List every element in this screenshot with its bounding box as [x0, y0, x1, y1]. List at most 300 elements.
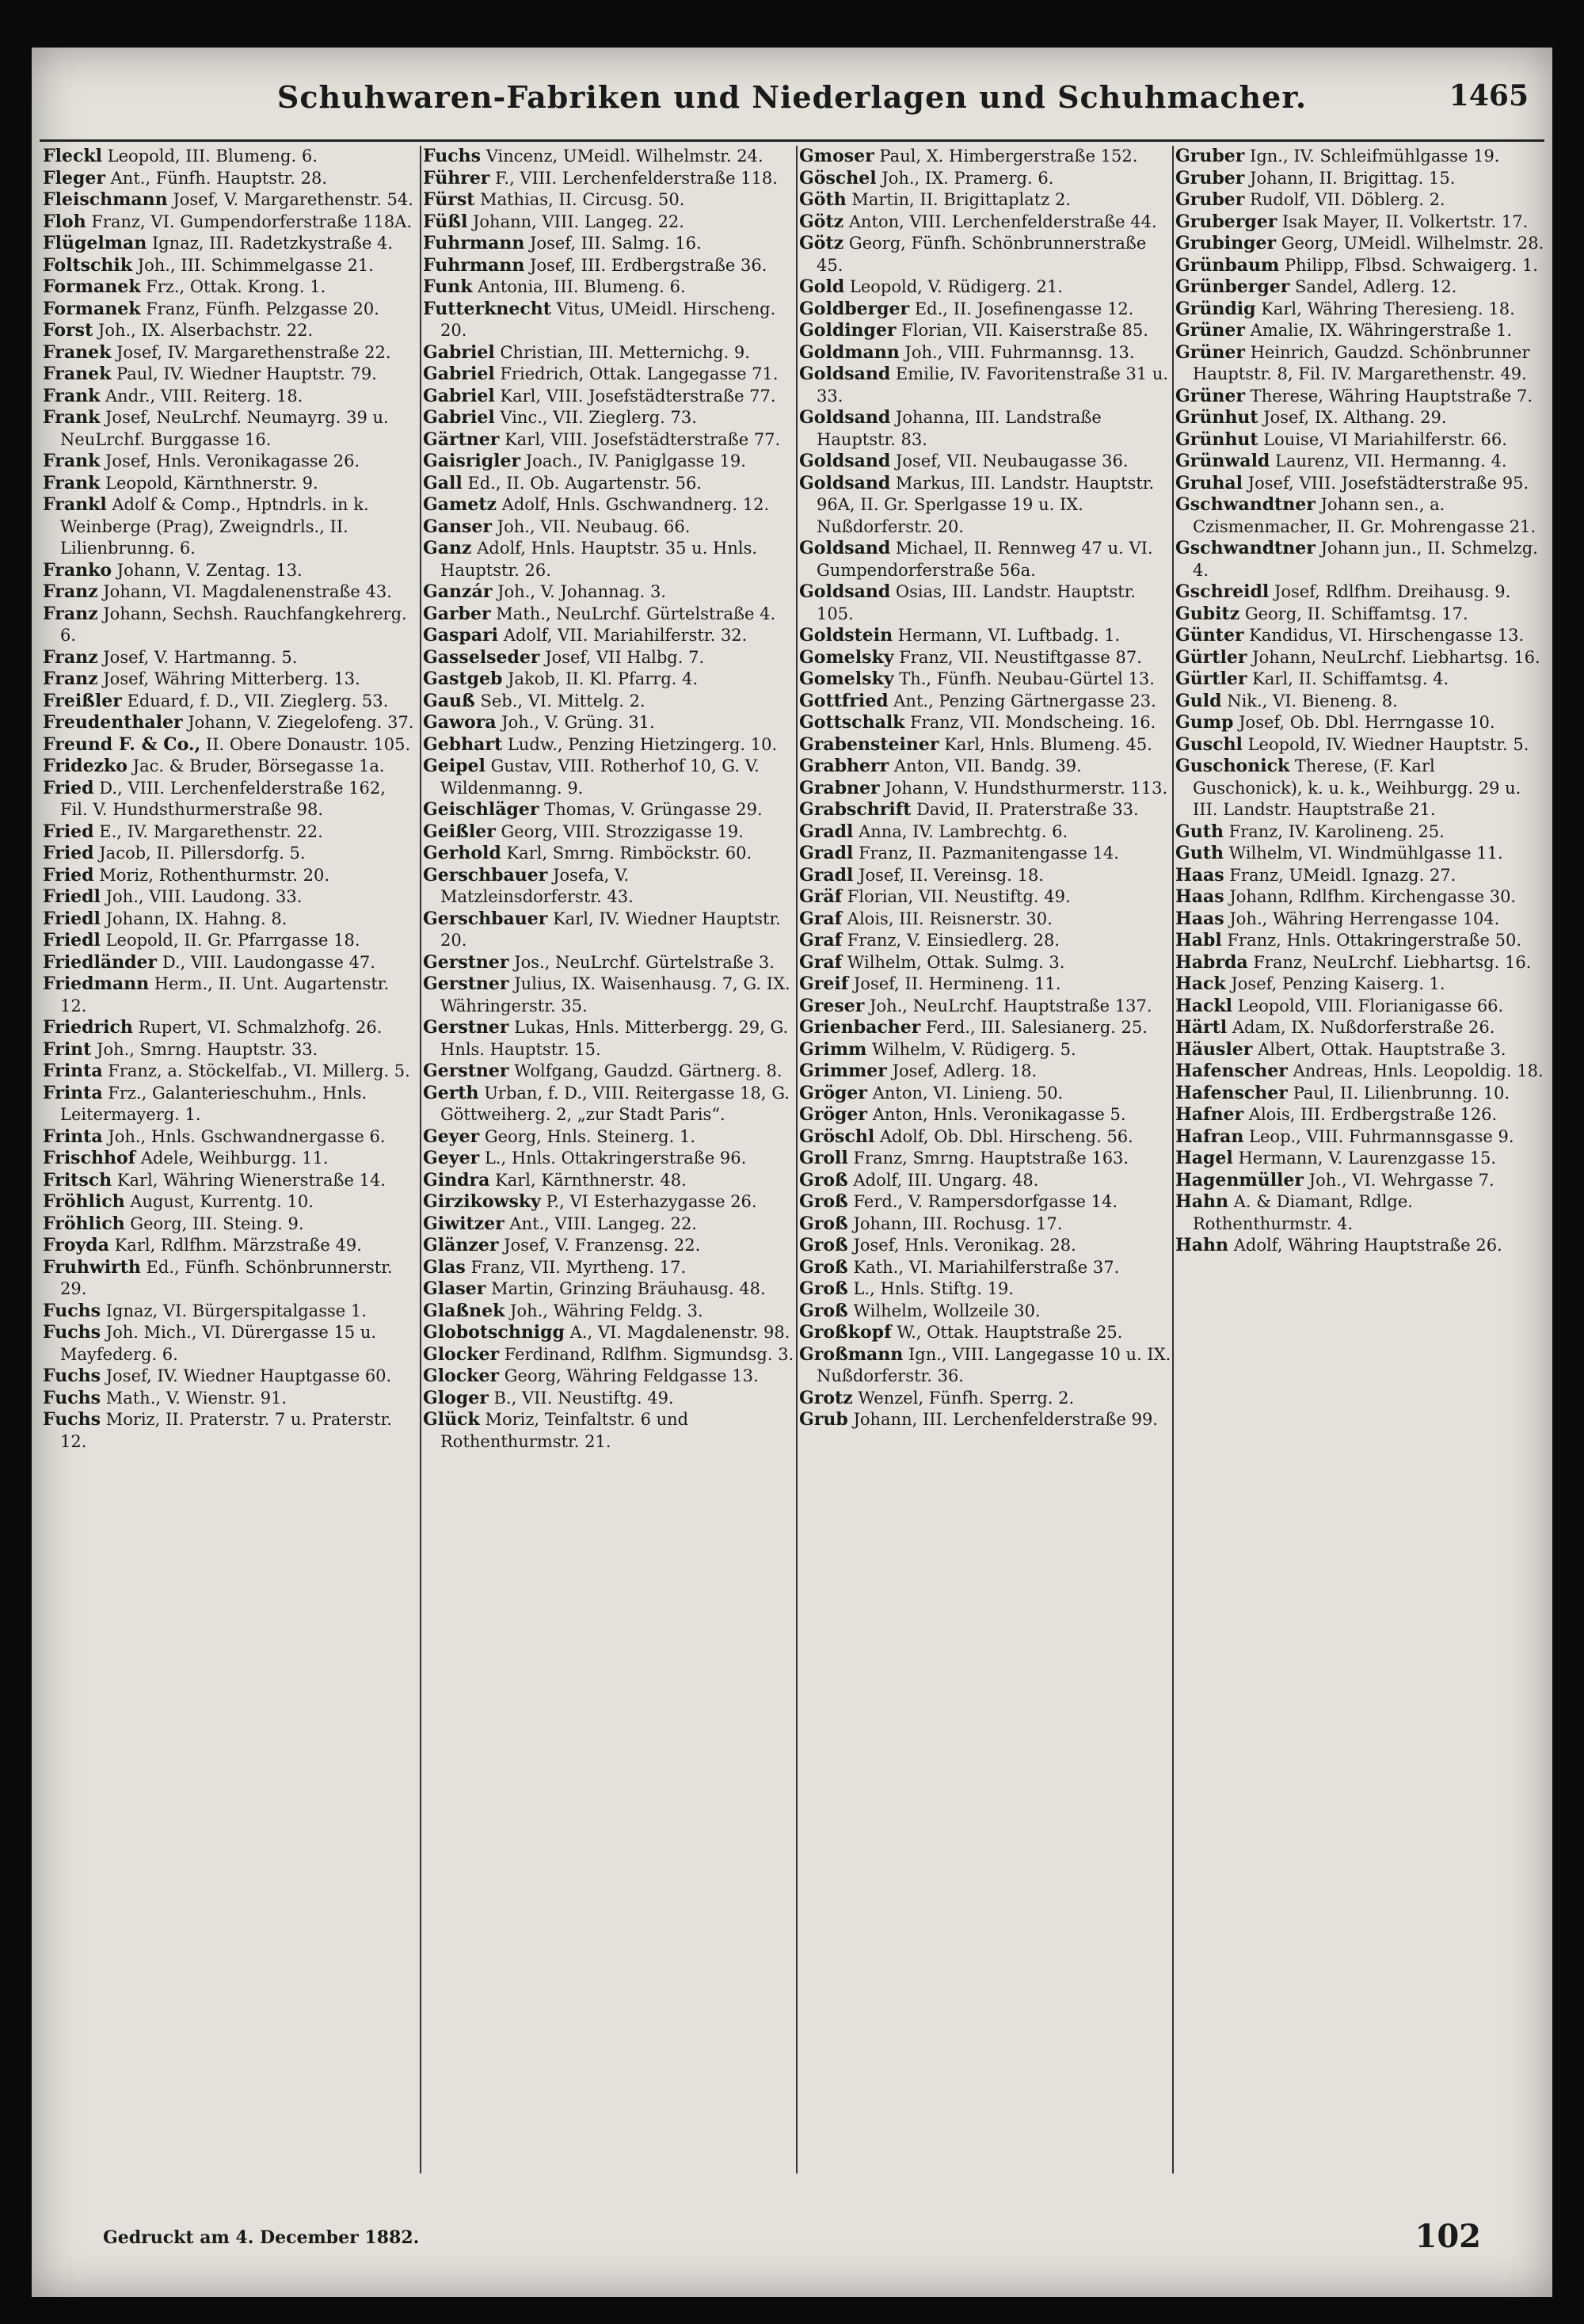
directory-entry: [799, 973, 1171, 996]
directory-entry: [1175, 691, 1548, 713]
entry-details: Adolf & Comp., Hptndrls. in k. Weinberge (Prag), Zweigndrls., II. Lilienbrunng. 6.: [60, 495, 369, 558]
directory-entry: [43, 647, 415, 669]
directory-entry: [1175, 821, 1548, 844]
directory-entry: [43, 1388, 415, 1410]
directory-entry: [423, 691, 795, 713]
entry-details: Florian, VII. Kaiserstraße 85.: [901, 321, 1148, 340]
entry-details: Josef, III. Erdbergstraße 36.: [530, 255, 767, 275]
entry-name: Fleischmann: [43, 189, 168, 210]
entry-details: Franz, II. Pazmanitengasse 14.: [859, 844, 1119, 863]
entry-details: Joh., Währing Feldg. 3.: [510, 1301, 703, 1320]
entry-details: Wilhelm, V. Rüdigerg. 5.: [871, 1039, 1076, 1059]
entry-details: Sandel, Adlerg. 12.: [1295, 277, 1457, 296]
entry-name: Geischläger: [423, 799, 539, 820]
directory-entry: [799, 1191, 1171, 1213]
entry-details: Frz., Ottak. Krong. 1.: [146, 277, 326, 296]
entry-details: Josef, VIII. Josefstädterstraße 95.: [1247, 473, 1529, 493]
entry-name: Grubinger: [1175, 233, 1277, 253]
directory-entry: [799, 342, 1171, 364]
directory-entry: [423, 1257, 795, 1279]
column-3: [799, 146, 1171, 2174]
directory-entry: [1175, 756, 1548, 821]
entry-name: Ganser: [423, 516, 493, 537]
directory-entry: [43, 276, 415, 299]
entry-details: Joh., IX. Pramerg. 6.: [881, 168, 1054, 188]
entry-details: Josef, II. Vereinsg. 18.: [859, 865, 1044, 885]
entry-details: Josef, IV. Margarethenstraße 22.: [116, 342, 391, 362]
entry-name: Ganzár: [423, 581, 493, 602]
entry-name: Gerstner: [423, 1061, 509, 1081]
entry-details: Josef, Währing Mitterberg. 13.: [103, 669, 360, 688]
entry-details: Leopold, V. Rüdigerg. 21.: [849, 277, 1063, 296]
entry-name: Guth: [1175, 843, 1224, 863]
directory-entry: [423, 1278, 795, 1301]
entry-name: Friedmann: [43, 973, 150, 994]
directory-entry: [43, 1039, 415, 1061]
entry-name: Großkopf: [799, 1322, 892, 1343]
entry-name: Glas: [423, 1256, 466, 1278]
directory-entry: [423, 342, 795, 364]
entry-details: Josef, NeuLrchf. Neumayrg. 39 u. NeuLrchf. Burggasse 16.: [60, 408, 389, 449]
column-4: [1175, 146, 1548, 2174]
entry-name: Froyda: [43, 1235, 109, 1255]
entry-name: Gründig: [1175, 298, 1256, 319]
entry-name: Fröhlich: [43, 1213, 125, 1234]
entry-details: Johann, V. Hundsthurmerstr. 113.: [885, 778, 1168, 798]
directory-entry: [799, 1278, 1171, 1301]
entry-name: Groß: [799, 1213, 848, 1234]
entry-details: Josef, V. Hartmanng. 5.: [103, 647, 298, 667]
entry-details: Josef, Hnls. Veronikagasse 26.: [105, 451, 360, 471]
directory-entry: [799, 1126, 1171, 1149]
entry-name: Frank: [43, 451, 101, 471]
entry-name: Greif: [799, 973, 849, 994]
directory-page: [32, 48, 1552, 2297]
entry-details: Moriz, II. Praterstr. 7 u. Praterstr. 12.: [60, 1410, 392, 1451]
entry-details: Georg, Hnls. Steinerg. 1.: [484, 1126, 695, 1146]
directory-entry: [423, 1083, 795, 1126]
entry-details: Andreas, Hnls. Leopoldig. 18.: [1293, 1061, 1544, 1080]
entry-details: Math., V. Wienstr. 91.: [105, 1388, 287, 1408]
directory-entry: [1175, 581, 1548, 604]
entry-name: Gröschl: [799, 1126, 875, 1147]
entry-details: Louise, VI Mariahilferstr. 66.: [1263, 429, 1507, 449]
entry-name: Habrda: [1175, 951, 1248, 973]
directory-entry: [423, 1366, 795, 1388]
entry-name: Hackl: [1175, 995, 1233, 1016]
directory-entry: [43, 342, 415, 364]
entry-details: Paul, II. Lilienbrunng. 10.: [1293, 1083, 1510, 1103]
entry-name: Fuchs: [43, 1300, 101, 1321]
entry-details: Math., NeuLrchf. Gürtelstraße 4.: [496, 604, 776, 623]
entry-details: Joh., V. Johannag. 3.: [497, 582, 667, 601]
entry-details: Jacob, II. Pillersdorfg. 5.: [99, 844, 306, 863]
entry-details: Adolf, Währing Hauptstraße 26.: [1233, 1236, 1502, 1255]
entry-details: Wilhelm, Wollzeile 30.: [853, 1301, 1041, 1320]
entry-name: Groß: [799, 1191, 848, 1212]
directory-entry: [423, 1344, 795, 1366]
entry-details: Karl, IV. Wiedner Hauptstr. 20.: [440, 909, 781, 950]
directory-entry: [799, 625, 1171, 647]
entry-name: Gerth: [423, 1082, 479, 1103]
entry-name: Hagenmüller: [1175, 1169, 1304, 1191]
directory-entry: [423, 799, 795, 821]
entry-details: Franz, IV. Karolineng. 25.: [1228, 821, 1445, 841]
entry-details: Thomas, V. Grüngasse 29.: [544, 800, 763, 819]
entry-details: Georg, UMeidl. Wilhelmstr. 28.: [1281, 234, 1544, 253]
entry-details: D., VIII. Laudongasse 47.: [162, 952, 375, 972]
entry-details: Vitus, UMeidl. Hirscheng. 20.: [440, 299, 776, 340]
entry-details: Josef, Ob. Dbl. Herrngasse 10.: [1239, 713, 1495, 732]
entry-name: Gebhart: [423, 733, 503, 755]
entry-name: Groß: [799, 1169, 848, 1191]
entry-details: Gustav, VIII. Rotherhof 10, G. V. Wildenmanng. 9.: [440, 756, 760, 798]
directory-entry: [423, 821, 795, 844]
entry-details: A. & Diamant, Rdlge. Rothenthurmstr. 4.: [1193, 1192, 1413, 1233]
entry-details: P., VI Esterhazygasse 26.: [546, 1192, 757, 1211]
entry-name: Gametz: [423, 494, 497, 515]
entry-name: Gruberger: [1175, 211, 1277, 232]
entry-name: Grimmer: [799, 1061, 887, 1081]
directory-entry: [799, 1322, 1171, 1344]
entry-name: Fleckl: [43, 146, 102, 166]
directory-entry: [1175, 146, 1548, 168]
sheet-number: 102: [1415, 2218, 1481, 2255]
entry-details: Georg, VIII. Strozzigasse 19.: [501, 821, 744, 841]
entry-details: Franz, VI. Gumpendorferstraße 118A.: [91, 211, 413, 231]
entry-name: Graf: [799, 908, 843, 929]
entry-name: Grünhut: [1175, 429, 1258, 450]
directory-entry: [1175, 712, 1548, 734]
entry-name: Haas: [1175, 886, 1224, 907]
entry-name: Günter: [1175, 625, 1244, 646]
entry-details: Josef, Penzing Kaiserg. 1.: [1231, 974, 1445, 993]
entry-name: Groll: [799, 1148, 848, 1168]
entry-name: Gump: [1175, 712, 1234, 733]
entry-details: Josefa, V. Matzleinsdorferstr. 43.: [440, 865, 634, 906]
entry-name: Goldberger: [799, 298, 910, 319]
directory-entry: [799, 778, 1171, 800]
entry-name: Gubitz: [1175, 603, 1240, 624]
directory-entry: [1175, 211, 1548, 234]
directory-entry: [799, 952, 1171, 974]
directory-entry: [43, 1148, 415, 1170]
entry-details: Josef, V. Franzensg. 22.: [504, 1236, 701, 1255]
entry-details: Paul, X. Himbergerstraße 152.: [879, 147, 1138, 166]
directory-entry: [799, 276, 1171, 299]
entry-name: Groß: [799, 1256, 848, 1278]
directory-entry: [43, 364, 415, 386]
entry-name: Freund F. & Co.,: [43, 733, 201, 755]
entry-details: W., Ottak. Hauptstraße 25.: [897, 1323, 1123, 1342]
entry-details: Franz, VII. Myrtheng. 17.: [470, 1257, 687, 1277]
entry-name: Groß: [799, 1278, 848, 1299]
entry-details: Johann, Rdlfhm. Kirchengasse 30.: [1229, 887, 1517, 906]
entry-name: Grünhut: [1175, 407, 1258, 428]
directory-entry: [43, 821, 415, 844]
entry-details: August, Kurrentg. 10.: [130, 1192, 314, 1211]
entry-name: Habl: [1175, 930, 1222, 951]
entry-name: Gradl: [799, 843, 854, 863]
entry-details: Adolf, Ob. Dbl. Hirscheng. 56.: [879, 1126, 1133, 1146]
directory-entry: [1175, 1170, 1548, 1192]
directory-entry: [43, 712, 415, 734]
entry-name: Gröger: [799, 1082, 868, 1103]
entry-name: Göth: [799, 189, 847, 210]
entry-details: Johann, V. Ziegelofeng. 37.: [188, 713, 414, 732]
directory-entry: [1175, 669, 1548, 691]
entry-details: Josef, III. Salmg. 16.: [530, 234, 702, 253]
directory-entry: [43, 1366, 415, 1388]
entry-details: Ignaz, VI. Bürgerspitalgasse 1.: [105, 1301, 367, 1320]
entry-name: Gürtler: [1175, 646, 1247, 668]
entry-name: Fried: [43, 821, 94, 842]
directory-entry: [1175, 168, 1548, 190]
entry-details: Joh., Währing Herrengasse 104.: [1229, 909, 1500, 928]
entry-details: Joh., Hnls. Gschwandnergasse 6.: [108, 1126, 386, 1146]
directory-entry: [423, 647, 795, 669]
directory-entry: [43, 320, 415, 342]
directory-entry: [799, 1104, 1171, 1126]
entry-name: Fridezko: [43, 756, 128, 776]
entry-details: D., VIII. Lerchenfelderstraße 162, Fil. V. Hundsthurmerstraße 98.: [60, 778, 386, 819]
directory-entry: [423, 1235, 795, 1257]
entry-details: F., VIII. Lerchenfelderstraße 118.: [495, 168, 778, 188]
entry-name: Franko: [43, 559, 112, 581]
directory-entry: [799, 189, 1171, 211]
entry-details: Ign., IV. Schleifmühlgasse 19.: [1250, 147, 1500, 166]
directory-entry: [43, 1170, 415, 1192]
entry-details: Karl, Währing Theresieng. 18.: [1261, 299, 1515, 318]
entry-name: Gschreidl: [1175, 581, 1270, 602]
directory-entry: [1175, 276, 1548, 299]
entry-name: Glaser: [423, 1278, 486, 1299]
entry-name: Gasselseder: [423, 646, 540, 668]
entry-details: Karl, Hnls. Blumeng. 45.: [944, 734, 1152, 754]
entry-name: Fuhrmann: [423, 233, 525, 253]
entry-name: Frinta: [43, 1126, 103, 1147]
entry-name: Garber: [423, 603, 491, 624]
directory-entry: [43, 1191, 415, 1213]
entry-details: Johann, NeuLrchf. Liebhartsg. 16.: [1252, 647, 1540, 667]
directory-entry: [423, 1126, 795, 1149]
entry-name: Fuchs: [43, 1366, 101, 1386]
entry-details: L., Hnls. Ottakringerstraße 96.: [484, 1149, 747, 1168]
entry-details: Josef, V. Margarethenstr. 54.: [173, 190, 413, 209]
directory-entry: [1175, 255, 1548, 277]
entry-details: B., VII. Neustiftg. 49.: [493, 1388, 674, 1408]
directory-entry: [1175, 647, 1548, 669]
entry-name: Greser: [799, 995, 865, 1016]
entry-details: Christian, III. Metternichg. 9.: [500, 342, 750, 362]
entry-details: Jakob, II. Kl. Pfarrg. 4.: [508, 669, 699, 688]
entry-details: Franz, a. Stöckelfab., VI. Millerg. 5.: [108, 1061, 410, 1080]
entry-name: Gürtler: [1175, 669, 1247, 689]
entry-name: Frint: [43, 1038, 92, 1060]
directory-entry: [799, 712, 1171, 734]
entry-name: Gruber: [1175, 189, 1245, 210]
entry-details: Johann, VIII. Langeg. 22.: [473, 211, 684, 231]
directory-entry: [799, 1017, 1171, 1039]
page-title: Schuhwaren-Fabriken und Niederlagen und Schuhmacher.: [276, 79, 1308, 115]
entry-name: Groß: [799, 1235, 848, 1255]
directory-entry: [423, 952, 795, 974]
entry-name: Freudenthaler: [43, 712, 183, 733]
entry-details: E., IV. Margarethenstr. 22.: [99, 821, 323, 841]
entry-details: Wilhelm, Ottak. Sulmg. 3.: [847, 952, 1065, 972]
entry-name: Goldstein: [799, 625, 893, 646]
directory-entry: [799, 1409, 1171, 1431]
directory-entry: [43, 560, 415, 582]
entry-details: Laurenz, VII. Hermanng. 4.: [1275, 451, 1507, 471]
entry-name: Goldinger: [799, 320, 897, 341]
entry-details: Anton, Hnls. Veronikagasse 5.: [872, 1105, 1126, 1124]
entry-details: Johann, II. Brigittag. 15.: [1250, 168, 1456, 188]
directory-entry: [423, 712, 795, 734]
entry-details: Hermann, VI. Luftbadg. 1.: [897, 626, 1121, 645]
entry-details: Johann jun., II. Schmelzg. 4.: [1193, 539, 1538, 580]
entry-name: Grünwald: [1175, 451, 1270, 471]
directory-entry: [43, 1235, 415, 1257]
entry-details: Franz, VII. Neustiftgasse 87.: [899, 647, 1142, 667]
entry-details: Josef, Adlerg. 18.: [892, 1061, 1038, 1080]
entry-name: Grünberger: [1175, 276, 1290, 297]
directory-entry: [43, 691, 415, 713]
directory-entry: [43, 843, 415, 865]
directory-entry: [1175, 604, 1548, 626]
entry-name: Friedrich: [43, 1017, 133, 1038]
entry-details: A., VI. Magdalenenstr. 98.: [569, 1323, 790, 1342]
directory-entry: [423, 276, 795, 299]
entry-name: Grüner: [1175, 320, 1245, 341]
directory-entry: [1175, 843, 1548, 865]
entry-name: Gottschalk: [799, 712, 905, 733]
entry-details: Karl, Smrng. Rimböckstr. 60.: [506, 844, 752, 863]
entry-details: Paul, IV. Wiedner Hauptstr. 79.: [116, 364, 377, 383]
entry-name: Haas: [1175, 864, 1224, 886]
directory-entry: [423, 865, 795, 909]
entry-name: Hack: [1175, 973, 1226, 994]
entry-details: Isak Mayer, II. Volkertstr. 17.: [1282, 211, 1529, 231]
directory-entry: [799, 996, 1171, 1018]
entry-details: L., Hnls. Stiftg. 19.: [853, 1279, 1015, 1298]
entry-name: Formanek: [43, 298, 141, 319]
entry-details: Ignaz, III. Radetzkystraße 4.: [151, 234, 394, 253]
entry-details: Josef, Rdlfhm. Dreihausg. 9.: [1274, 582, 1511, 601]
entry-details: Karl, Rdlfhm. Märzstraße 49.: [114, 1236, 362, 1255]
directory-entry: [1175, 1061, 1548, 1083]
entry-details: Wenzel, Fünfh. Sperrg. 2.: [858, 1388, 1075, 1408]
entry-details: Josef, VII Halbg. 7.: [545, 647, 705, 667]
entry-name: Hafenscher: [1175, 1061, 1288, 1081]
entry-details: Joh., VII. Neubaug. 66.: [497, 516, 691, 536]
columns: [40, 146, 1544, 2174]
directory-entry: [423, 233, 795, 255]
entry-name: Gschwandtner: [1175, 538, 1316, 558]
directory-entry: [423, 146, 795, 168]
directory-entry: [43, 1257, 415, 1301]
entry-details: Ed., Fünfh. Schönbrunnerstr. 29.: [60, 1257, 393, 1298]
entry-name: Gradl: [799, 821, 854, 842]
entry-name: Groß: [799, 1300, 848, 1321]
entry-details: Jac. & Bruder, Börsegasse 1a.: [132, 756, 385, 775]
entry-name: Glänzer: [423, 1235, 499, 1255]
directory-entry: [43, 1126, 415, 1149]
directory-entry: [1175, 473, 1548, 495]
entry-details: Adolf, III. Ungarg. 48.: [853, 1170, 1039, 1190]
directory-entry: [1175, 1104, 1548, 1126]
entry-name: Führer: [423, 167, 490, 189]
entry-details: Therese, (F. Karl Guschonick), k. u. k., Weihburgg. 29 u. III. Landstr. Hauptstraße 21.: [1193, 756, 1521, 819]
directory-entry: [1175, 952, 1548, 974]
directory-entry: [43, 886, 415, 909]
directory-entry: [423, 364, 795, 386]
directory-entry: [43, 756, 415, 778]
entry-name: Haas: [1175, 908, 1224, 929]
entry-details: Alois, III. Erdbergstraße 126.: [1248, 1105, 1498, 1124]
entry-name: Grabensteiner: [799, 733, 939, 755]
entry-name: Gauß: [423, 690, 475, 711]
entry-name: Glaßnek: [423, 1300, 505, 1321]
entry-name: Floh: [43, 211, 86, 232]
entry-details: Antonia, III. Blumeng. 6.: [478, 277, 686, 296]
entry-name: Friedl: [43, 930, 101, 951]
entry-name: Girzikowsky: [423, 1191, 541, 1212]
entry-details: Adolf, Hnls. Hauptstr. 35 u. Hnls. Hauptstr. 26.: [440, 539, 758, 580]
entry-name: Geyer: [423, 1148, 480, 1168]
entry-name: Gaspari: [423, 625, 499, 646]
entry-name: Goldsand: [799, 538, 891, 558]
entry-name: Funk: [423, 276, 473, 297]
entry-details: Ferd., V. Rampersdorfgasse 14.: [853, 1192, 1118, 1211]
entry-details: Therese, Währing Hauptstraße 7.: [1250, 386, 1533, 406]
entry-details: Joach., IV. Paniglgasse 19.: [525, 451, 746, 471]
entry-details: Vincenz, UMeidl. Wilhelmstr. 24.: [485, 147, 763, 166]
directory-entry: [43, 299, 415, 321]
entry-name: Gmoser: [799, 146, 874, 166]
entry-name: Franz: [43, 669, 98, 689]
entry-name: Fritsch: [43, 1169, 112, 1191]
directory-entry: [1175, 973, 1548, 996]
directory-entry: [423, 494, 795, 516]
directory-entry: [799, 211, 1171, 234]
entry-details: Georg, II. Schiffamtsg. 17.: [1244, 604, 1468, 623]
directory-entry: [423, 386, 795, 408]
entry-details: Joh., Smrng. Hauptstr. 33.: [97, 1039, 318, 1059]
entry-details: Ferd., III. Salesianerg. 25.: [926, 1018, 1148, 1037]
directory-entry: [43, 407, 415, 451]
directory-entry: [1175, 407, 1548, 429]
directory-entry: [799, 1388, 1171, 1410]
directory-entry: [799, 799, 1171, 821]
directory-entry: [799, 865, 1171, 887]
entry-details: Martin, Grinzing Bräuhausg. 48.: [491, 1279, 766, 1298]
entry-name: Freißler: [43, 690, 122, 711]
entry-name: Fuchs: [43, 1322, 101, 1343]
entry-name: Fruhwirth: [43, 1256, 141, 1278]
entry-details: Wilhelm, VI. Windmühlgasse 11.: [1228, 844, 1503, 863]
directory-entry: [43, 168, 415, 190]
directory-entry: [423, 604, 795, 626]
entry-details: Philipp, Flbsd. Schwaigerg. 1.: [1284, 255, 1538, 275]
entry-name: Graf: [799, 930, 843, 951]
entry-name: Goldsand: [799, 407, 891, 428]
entry-details: Leopold, III. Blumeng. 6.: [107, 147, 318, 166]
directory-entry: [423, 516, 795, 539]
directory-entry: [799, 1235, 1171, 1257]
directory-entry: [799, 364, 1171, 407]
directory-entry: [1175, 233, 1548, 255]
